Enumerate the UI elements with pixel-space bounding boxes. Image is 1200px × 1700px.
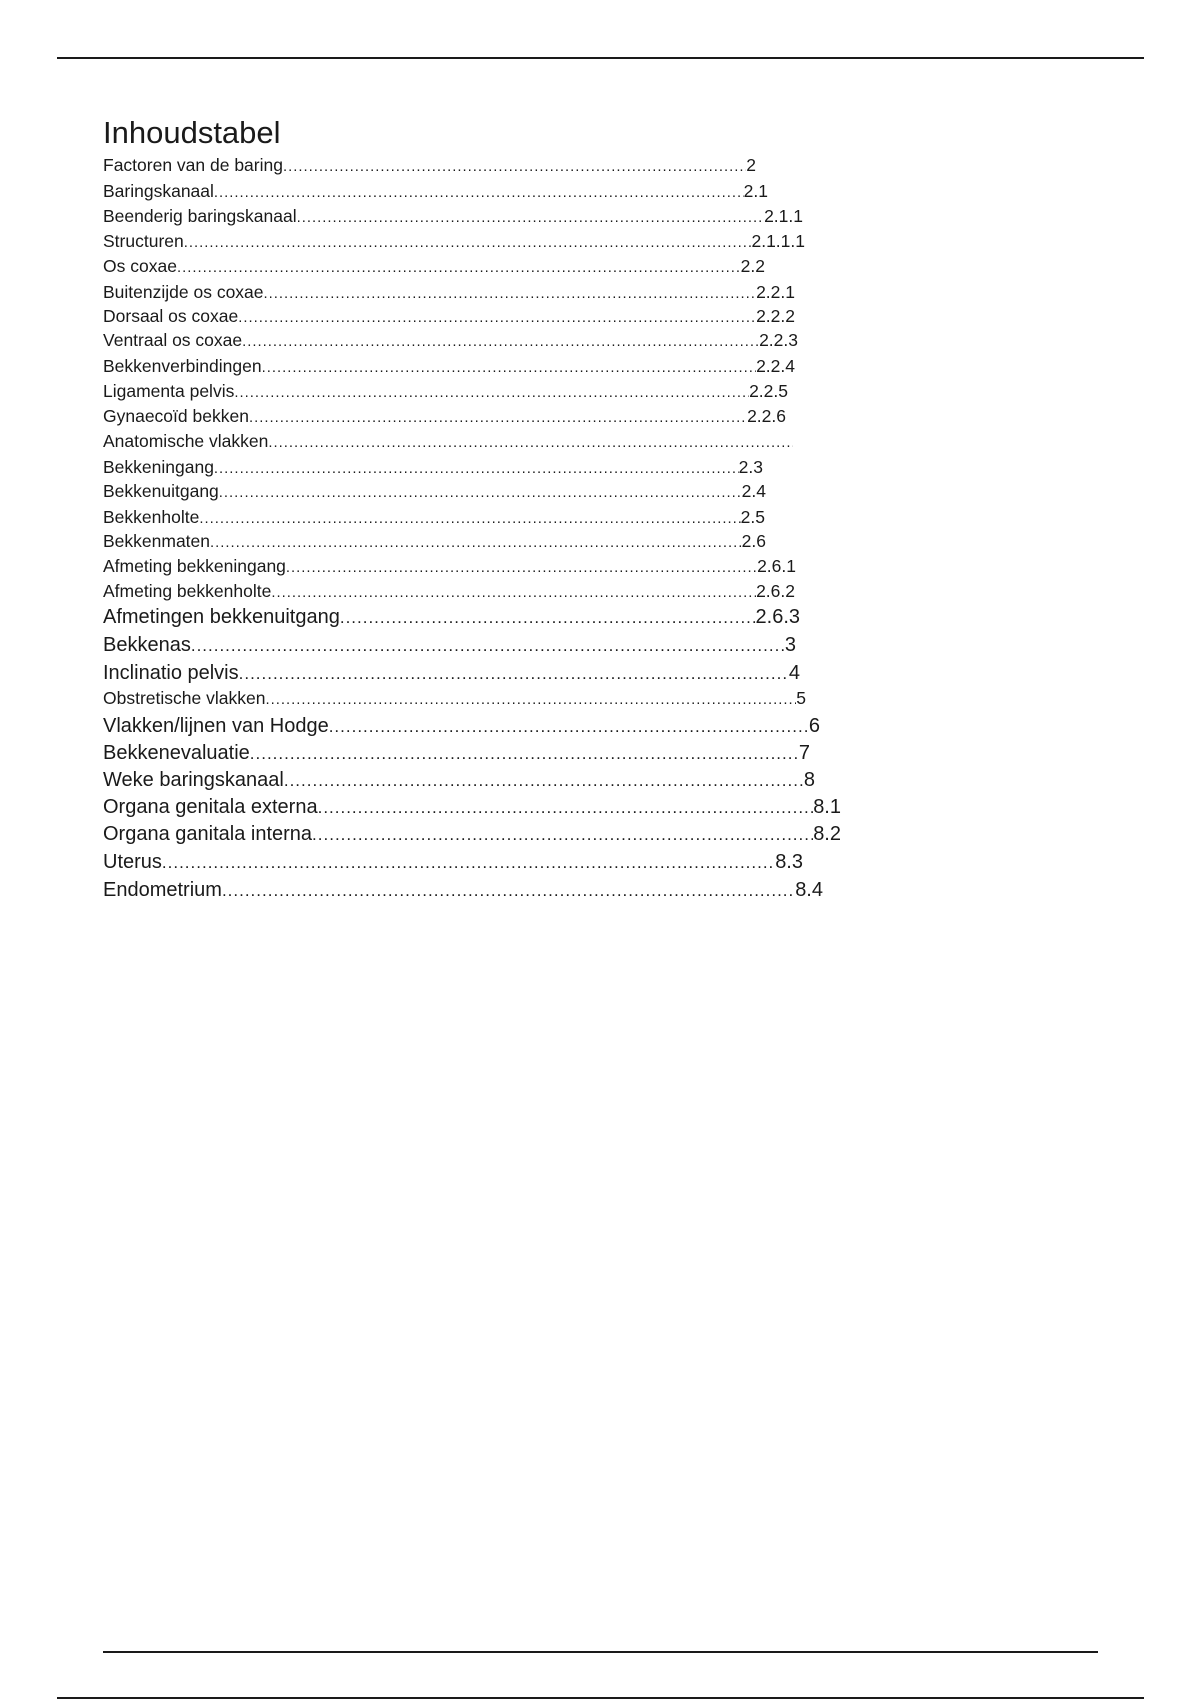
toc-entry-number: 8.3: [775, 851, 803, 873]
toc-entry[interactable]: [103, 481, 766, 502]
header-rule: [57, 57, 1144, 59]
toc-dot-leader: [265, 692, 796, 708]
toc-entry-number: 2.2.1: [756, 282, 795, 302]
toc-dot-leader: [297, 210, 764, 226]
toc-entry-number: 2.1.1: [764, 206, 803, 226]
page-bottom-rule: [57, 1697, 1144, 1699]
toc-entry[interactable]: [103, 457, 763, 478]
toc-entry-label: Dorsaal os coxae: [103, 306, 239, 326]
toc-dot-leader: [222, 881, 795, 901]
toc-dot-leader: [312, 825, 813, 845]
toc-entry-number: 2: [746, 155, 756, 175]
toc-entry-label: Afmeting bekkeningang: [103, 556, 286, 576]
toc-entry[interactable]: [103, 742, 810, 765]
toc-entry-number: 2.2.2: [756, 306, 795, 326]
toc-entry-number: 2.3: [738, 457, 763, 477]
toc-entry-label: Obstretische vlakken: [103, 688, 266, 708]
toc-entry[interactable]: [103, 556, 796, 577]
toc-entry[interactable]: [103, 181, 768, 202]
toc-entry[interactable]: [103, 662, 800, 685]
toc-entry-label: Structuren: [103, 231, 184, 251]
toc-entry-label: Anatomische vlakken: [103, 431, 269, 451]
toc-entry[interactable]: [103, 431, 793, 452]
footer-rule: [103, 1651, 1098, 1653]
toc-entry[interactable]: [103, 531, 766, 552]
toc-title: Inhoudstabel: [103, 115, 281, 150]
toc-entry[interactable]: [103, 282, 795, 303]
toc-entry-label: Ligamenta pelvis: [103, 381, 235, 401]
toc-entry-label: Afmeting bekkenholte: [103, 581, 272, 601]
toc-entry-label: Beenderig baringskanaal: [103, 206, 297, 226]
toc-entry-label: Bekkenuitgang: [103, 481, 219, 501]
toc-entry[interactable]: [103, 306, 795, 327]
toc-dot-leader: [239, 664, 789, 684]
toc-entry-label: Bekkeningang: [103, 457, 214, 477]
toc-entry[interactable]: [103, 155, 756, 176]
toc-entry-number: 2.6.2: [756, 581, 795, 601]
toc-entry[interactable]: [103, 851, 803, 874]
toc-entry-number: 2.2.5: [749, 381, 788, 401]
toc-entry-label: Bekkenverbindingen: [103, 356, 262, 376]
toc-entry-label: Organa ganitala interna: [103, 823, 313, 845]
toc-entry[interactable]: [103, 206, 803, 227]
toc-entry-number: 2.6: [741, 531, 766, 551]
toc-dot-leader: [250, 744, 799, 764]
toc-entry-label: Endometrium: [103, 879, 222, 901]
toc-entry[interactable]: [103, 356, 795, 377]
toc-entry-number: 8.1: [813, 796, 841, 818]
toc-entry[interactable]: [103, 634, 796, 657]
toc-dot-leader: [249, 410, 747, 426]
toc-entry-number: 7: [798, 742, 810, 764]
toc-entry[interactable]: [103, 606, 800, 629]
toc-entry-label: Os coxae: [103, 256, 177, 276]
toc-entry-number: 4: [788, 662, 800, 684]
toc-entry-number: 2.2.4: [756, 356, 795, 376]
toc-entry[interactable]: [103, 406, 786, 427]
toc-dot-leader: [318, 798, 814, 818]
toc-entry-label: Ventraal os coxae: [103, 330, 243, 350]
toc-entry-number: 2.4: [741, 481, 766, 501]
toc-dot-leader: [184, 235, 752, 251]
toc-entry[interactable]: [103, 256, 765, 277]
toc-dot-leader: [210, 535, 742, 551]
toc-entry-number: 2.2: [740, 256, 765, 276]
toc-entry[interactable]: [103, 381, 788, 402]
toc-dot-leader: [214, 461, 739, 477]
toc-dot-leader: [234, 385, 749, 401]
toc-entry[interactable]: [103, 879, 823, 902]
toc-entry-label: Bekkenevaluatie: [103, 742, 250, 764]
toc-entry[interactable]: [103, 715, 820, 738]
toc-entry-number: 6: [808, 715, 820, 737]
toc-entry-number: 2.5: [740, 507, 765, 527]
toc-entry-number: 2.2.6: [747, 406, 786, 426]
toc-entry-number: 2.1: [743, 181, 768, 201]
toc-entry[interactable]: [103, 330, 798, 351]
toc-entry-label: Bekkenmaten: [103, 531, 211, 551]
toc-entry-number: 8.2: [813, 823, 841, 845]
toc-entry-label: Uterus: [103, 851, 162, 873]
toc-entry-label: Factoren van de baring: [103, 155, 283, 175]
toc-entry-number: 2.2.3: [759, 330, 798, 350]
toc-dot-leader: [214, 185, 744, 201]
toc-entry-label: Buitenzijde os coxae: [103, 282, 264, 302]
toc-entry-number: 2.6.3: [755, 606, 800, 628]
toc-dot-leader: [268, 435, 793, 451]
toc-entry[interactable]: [103, 769, 815, 792]
toc-dot-leader: [271, 585, 756, 601]
toc-entry-label: Organa genitala externa: [103, 796, 318, 818]
toc-dot-leader: [329, 717, 809, 737]
toc-entry[interactable]: [103, 823, 841, 846]
toc-entry-label: Bekkenholte: [103, 507, 200, 527]
toc-dot-leader: [283, 159, 746, 175]
toc-entry[interactable]: [103, 688, 806, 709]
toc-entry[interactable]: [103, 507, 765, 528]
toc-dot-leader: [242, 334, 759, 350]
toc-entry-number: 8: [803, 769, 815, 791]
toc-entry-number: 3: [784, 634, 796, 656]
toc-entry-number: 8.4: [795, 879, 823, 901]
toc-dot-leader: [340, 608, 756, 628]
toc-entry-label: Afmetingen bekkenuitgang: [103, 606, 340, 628]
toc-dot-leader: [264, 286, 757, 302]
toc-entry[interactable]: [103, 796, 841, 819]
toc-dot-leader: [219, 485, 742, 501]
toc-entry-label: Baringskanaal: [103, 181, 214, 201]
toc-dot-leader: [162, 853, 775, 873]
toc-entry[interactable]: [103, 231, 805, 252]
toc-entry-label: Weke baringskanaal: [103, 769, 284, 791]
toc-dot-leader: [286, 560, 757, 576]
toc-entry-label: Vlakken/lijnen van Hodge: [103, 715, 329, 737]
toc-entry-number: 2.1.1.1: [751, 231, 805, 251]
toc-entry-number: 2.6.1: [757, 556, 796, 576]
toc-dot-leader: [238, 310, 756, 326]
toc-dot-leader: [191, 636, 785, 656]
toc-entry-label: Gynaecoïd bekken: [103, 406, 249, 426]
toc-entry-label: Bekkenas: [103, 634, 191, 656]
toc-dot-leader: [284, 771, 804, 791]
toc-dot-leader: [262, 360, 756, 376]
toc-entry-label: Inclinatio pelvis: [103, 662, 239, 684]
toc-entry[interactable]: [103, 581, 795, 602]
toc-entry-number: 5: [796, 688, 806, 708]
toc-dot-leader: [177, 260, 741, 276]
toc-dot-leader: [199, 511, 740, 527]
